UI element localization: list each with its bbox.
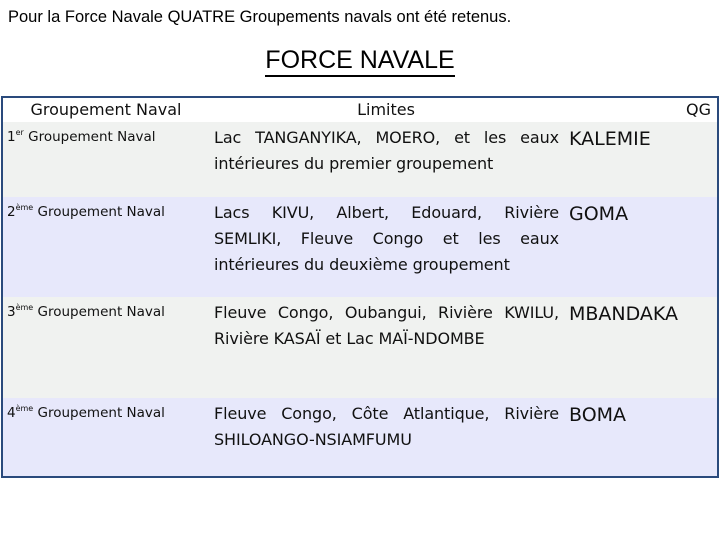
- row-3-qg: MBANDAKA: [563, 297, 717, 398]
- row-1-groupement: [3, 122, 209, 197]
- row-4-groupement: [3, 398, 209, 476]
- force-navale-table: [1, 96, 719, 478]
- row-2-qg: GOMA: [563, 197, 717, 297]
- header-limites: Limites: [209, 98, 563, 122]
- row-2-label: Groupement Naval: [33, 204, 165, 220]
- header-qg: QG: [563, 98, 717, 122]
- row-3-sup: ème: [15, 303, 34, 312]
- row-2-limites: Lacs KIVU, Albert, Edouard, Rivière SEMLIKI, Fleuve Congo et les eaux intérieures du deuxième groupement: [209, 197, 563, 297]
- row-3-limites: Fleuve Congo, Oubangui, Rivière KWILU, Rivière KASAÏ et Lac MAÏ-NDOMBE: [209, 297, 563, 398]
- page-title-text: FORCE NAVALE: [265, 46, 454, 77]
- row-3-groupement: [3, 297, 209, 398]
- row-1-sup: er: [15, 128, 24, 137]
- row-1-num: 1: [7, 129, 16, 145]
- row-2-num: 2: [7, 204, 16, 220]
- page-title: [0, 46, 720, 75]
- row-2-groupement: [3, 197, 209, 297]
- row-3-num: 3: [7, 304, 16, 320]
- row-4-limites: Fleuve Congo, Côte Atlantique, Rivière SHILOANGO-NSIAMFUMU: [209, 398, 563, 476]
- row-2-sup: ème: [15, 203, 34, 212]
- row-1-limites: Lac TANGANYIKA, MOERO, et les eaux intérieures du premier groupement: [209, 122, 563, 197]
- row-3-label: Groupement Naval: [33, 304, 165, 320]
- row-4-num: 4: [7, 405, 16, 421]
- header-groupement: Groupement Naval: [3, 98, 209, 122]
- row-4-qg: BOMA: [563, 398, 717, 476]
- row-1-label: Groupement Naval: [23, 129, 156, 145]
- intro-text: Pour la Force Navale QUATRE Groupements navals ont été retenus.: [8, 8, 512, 26]
- row-4-sup: ème: [15, 404, 34, 413]
- row-4-label: Groupement Naval: [33, 405, 165, 421]
- row-1-qg: KALEMIE: [563, 122, 717, 197]
